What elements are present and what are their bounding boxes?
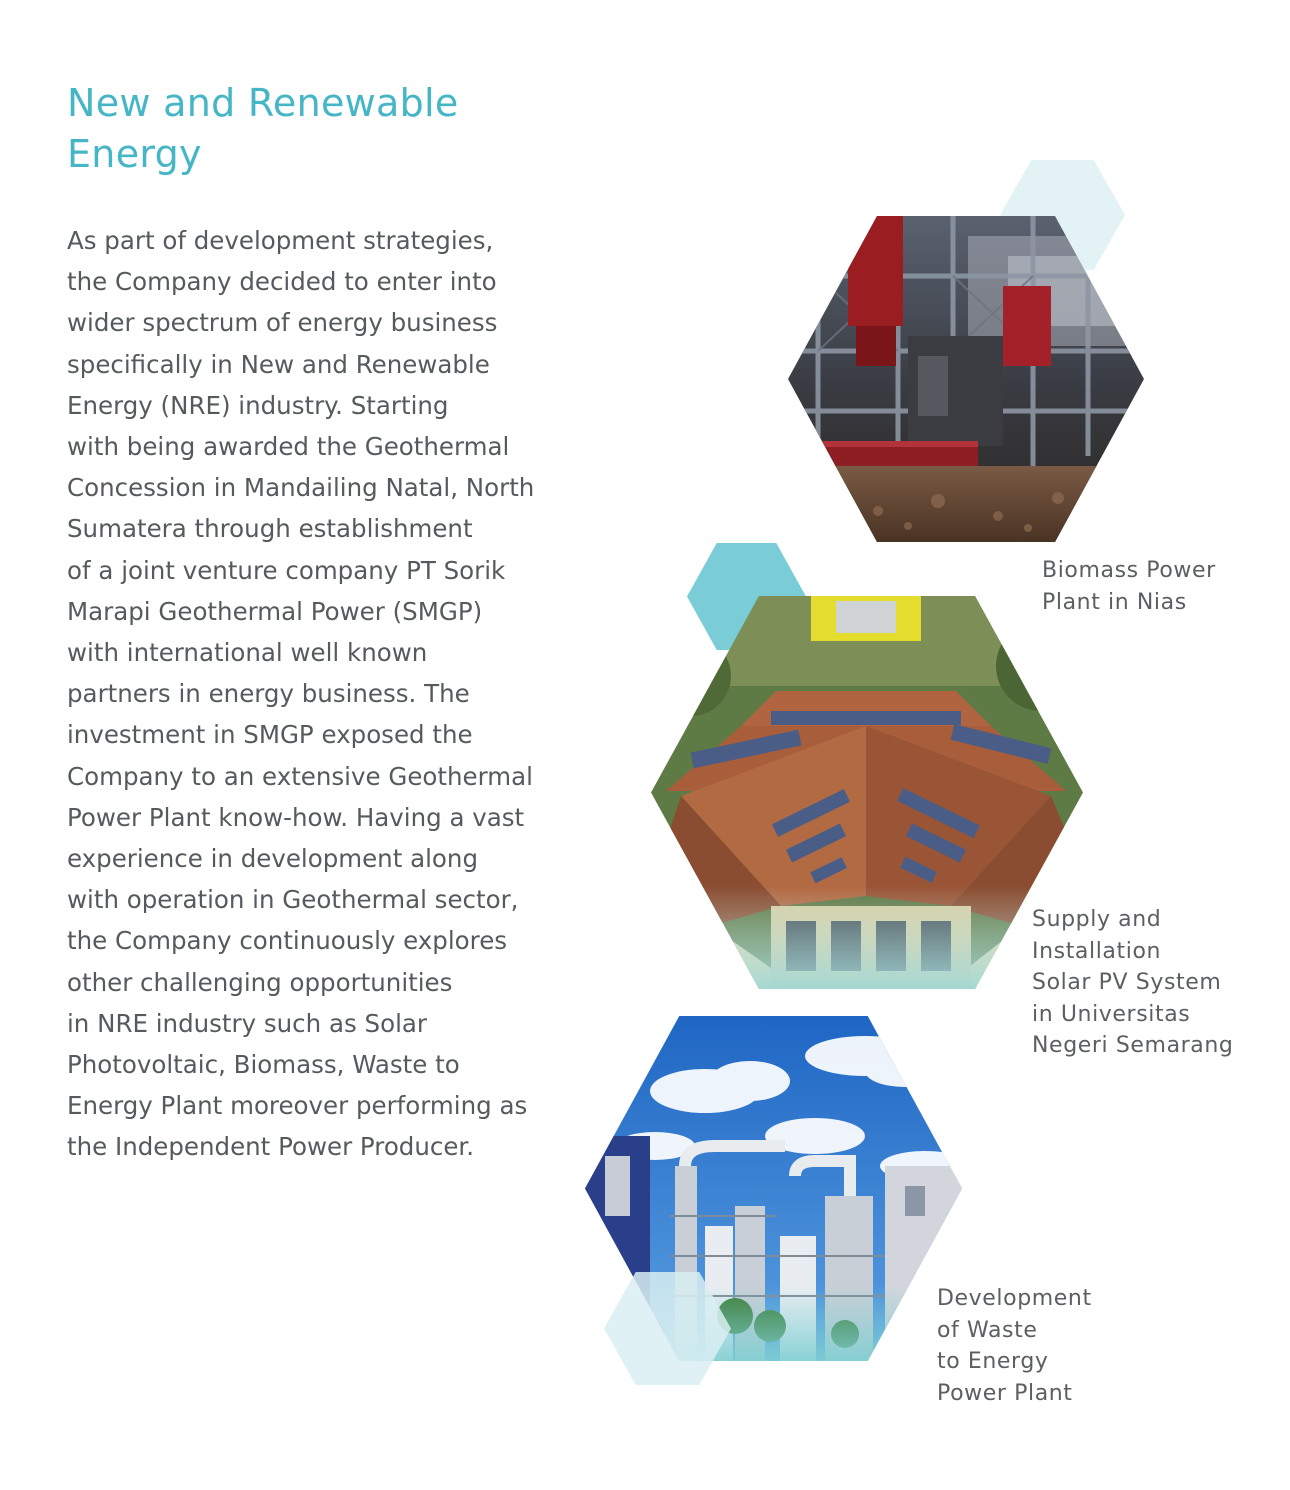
- caption-solar: [1032, 904, 1234, 1062]
- page-title-line-2: Energy: [67, 132, 202, 176]
- body-line: the Company decided to enter into: [67, 267, 497, 297]
- body-line: partners in energy business. The: [67, 679, 470, 709]
- caption-line: Installation: [1032, 938, 1162, 964]
- caption-line: Negeri Semarang: [1032, 1033, 1234, 1058]
- body-line: experience in development along: [67, 844, 478, 874]
- body-line: investment in SMGP exposed the: [67, 720, 473, 750]
- body-paragraph: [67, 220, 627, 1168]
- body-line: Concession in Mandailing Natal, North: [67, 473, 535, 503]
- body-line: in NRE industry such as Solar: [67, 1008, 427, 1038]
- caption-line: Plant in Nias: [1042, 589, 1187, 615]
- body-line: with international well known: [67, 638, 428, 668]
- solar-roof-illustration: [651, 596, 1083, 989]
- body-line: other challenging opportunities: [67, 967, 453, 997]
- caption-waste: [937, 1283, 1092, 1409]
- caption-line: Power Plant: [937, 1380, 1073, 1406]
- body-line: wider spectrum of energy business: [67, 308, 498, 338]
- caption-line: Supply and: [1032, 907, 1162, 932]
- caption-biomass: [1042, 555, 1216, 618]
- body-line: with being awarded the Geothermal: [67, 432, 510, 462]
- caption-line: in Universitas: [1032, 1001, 1191, 1027]
- body-line: Energy Plant moreover performing as: [67, 1091, 528, 1121]
- body-line: Power Plant know-how. Having a vast: [67, 802, 525, 832]
- body-line: with operation in Geothermal sector,: [67, 885, 519, 915]
- body-line: Marapi Geothermal Power (SMGP): [67, 596, 483, 626]
- caption-line: Biomass Power: [1042, 558, 1216, 583]
- body-line: the Company continuously explores: [67, 926, 508, 956]
- body-line: specifically in New and Renewable: [67, 349, 490, 379]
- body-line: of a joint venture company PT Sorik: [67, 555, 506, 585]
- body-line: Company to an extensive Geothermal: [67, 761, 533, 791]
- body-line: As part of development strategies,: [67, 226, 494, 255]
- page-title: [67, 78, 459, 180]
- caption-line: to Energy: [937, 1349, 1049, 1374]
- body-line: Energy (NRE) industry. Starting: [67, 390, 449, 420]
- page-title-line-1: New and Renewable: [67, 81, 459, 125]
- caption-line: Solar PV System: [1032, 970, 1222, 995]
- body-line: Photovoltaic, Biomass, Waste to: [67, 1050, 460, 1080]
- solar-pv-photo: [651, 596, 1083, 989]
- caption-line: of Waste: [937, 1317, 1038, 1343]
- body-line: the Independent Power Producer.: [67, 1132, 475, 1162]
- caption-line: Development: [937, 1286, 1092, 1311]
- body-line: Sumatera through establishment: [67, 514, 473, 544]
